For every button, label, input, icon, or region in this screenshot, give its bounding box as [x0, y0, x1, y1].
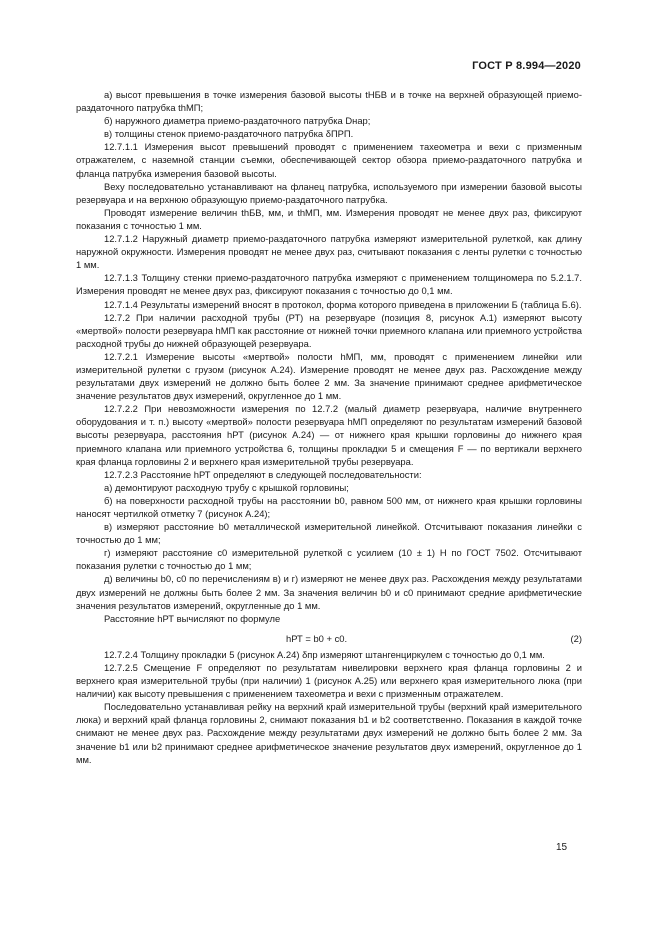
- paragraph: б) наружного диаметра приемо-раздаточного патрубка Dнар;: [104, 115, 371, 127]
- list-item: б) на поверхности расходной трубы на расстоянии b0, равном 500 мм, от нижнего края крышки горловины наносят чертилкой отметку 7 (рисунок А.24);: [76, 494, 582, 519]
- paragraph: 12.7.2.2 При невозможности измерения по 12.7.2 (малый диаметр резервуара, наличие внутреннего оборудования и т. п.) высоту «мертвой» полости резервуара hМП определяют по результатам измерений базовой высоты резервуара, расстояния hРТ (рисунок А.24) — от нижнего края крышки горловины до нижнего края приемного клапана или приемного устройства 6, толщины прокладки 5 и смещения F — по вертикали верхнего края фланца горловины 2 и верхнего края измерительной трубы резервуара.: [76, 403, 582, 467]
- list-item: а) демонтируют расходную трубу с крышкой горловины;: [104, 481, 349, 493]
- paragraph: Проводят измерение величин thБВ, мм, и thМП, мм. Измерения проводят не менее двух раз, фиксируют показания с точностью 1 мм.: [76, 206, 582, 231]
- paragraph: 12.7.1.2 Наружный диаметр приемо-раздаточного патрубка измеряют измерительной рулеткой, как длину наружной окружности. Измерения проводят не менее двух раз, считывают показания с ленты рулетки с точностью 1 мм.: [76, 233, 582, 271]
- paragraph: 12.7.1.1 Измерения высот превышений проводят с применением тахеометра и вехи с призменным отражателем, с наземной станции съемки, обеспечивающей сектор обзора приемо-раздаточного патрубка и фланца патрубка измерения базовой высоты.: [76, 141, 582, 179]
- list-item: д) величины b0, c0 по перечислениям в) и г) измеряют не менее двух раз. Расхождения между результатами двух измерений не должны быть более 2 мм. За значения величин b0 и c0 принимают средние арифметические значения результатов измерений, округленные до 1 мм.: [76, 573, 582, 611]
- paragraph: Расстояние hРТ вычисляют по формуле: [104, 612, 281, 624]
- formula-number: (2): [570, 632, 582, 644]
- paragraph: 12.7.2.5 Смещение F определяют по результатам нивелировки верхнего края фланца горловины 2 и верхнего края измерительной трубы (при наличии) 1 (рисунок А.25) или верхнего края измерительного люка (при наличии) как высоту превышения с применением тахеометра и вехи с призменным отражателем.: [76, 661, 582, 700]
- paragraph: Веху последовательно устанавливают на фланец патрубка, используемого при измерении базовой высоты резервуара и на верхнюю образующую приемо-раздаточного патрубка.: [76, 180, 582, 205]
- paragraph: 12.7.2.3 Расстояние hРТ определяют в следующей последовательности:: [104, 468, 422, 480]
- page-number: 15: [556, 842, 568, 853]
- paragraph: 12.7.2.1 Измерение высоты «мертвой» полости hМП, мм, проводят с применением линейки или измерительной рулетки с грузом (рисунок А.24). Измерение проводят не менее двух раз. Расхождение между результатами двух измерений не должно быть более 2 мм. За значение принимают среднее арифметическое значение результатов двух измерений, округленное до 1 мм.: [76, 350, 582, 402]
- list-item: г) измеряют расстояние c0 измерительной рулеткой с усилием (10 ± 1) Н по ГОСТ 7502. Отсчитывают показания рулетки с точностью до 1 мм;: [76, 547, 582, 572]
- paragraph: 12.7.1.4 Результаты измерений вносят в протокол, форма которого приведена в приложении Б (таблица Б.6).: [104, 298, 582, 310]
- paragraph: 12.7.2.4 Толщину прокладки 5 (рисунок А.24) δпр измеряют штангенциркулем с точностью до 0,1 мм.: [104, 648, 545, 660]
- paragraph: 12.7.2 При наличии расходной трубы (РТ) на резервуаре (позиция 8, рисунок А.1) измеряют высоту «мертвой» полости резервуара hМП как расстояние от нижней точки приемного клапана или приемного устройства расходной трубы до нижней образующей резервуара.: [76, 311, 582, 349]
- paragraph: Последовательно устанавливая рейку на верхний край измерительной трубы (верхний край измерительного люка) и верхний край фланца горловины 2, снимают показания b1 и b2 соответственно. Показания в каждой точке снимают не менее двух раз. Расхождение между результатами двух измерений не должно быть более 2 мм. За значение b1 или b2 принимают среднее арифметическое значение результатов двух измерений, округленное до 1 мм.: [76, 701, 582, 765]
- paragraph: в) толщины стенок приемо-раздаточного патрубка δПРП.: [104, 128, 354, 140]
- paragraph: 12.7.1.3 Толщину стенки приемо-раздаточного патрубка измеряют с применением толщиномера по 5.2.1.7. Измерения проводят не менее двух раз, фиксируют показания с точностью до 0,1 мм.: [76, 272, 582, 297]
- document-header: ГОСТ Р 8.994—2020: [472, 60, 581, 72]
- document-body: [76, 88, 582, 766]
- list-item: в) измеряют расстояние b0 металлической измерительной линейкой. Отсчитывают показания линейки с точностью до 1 мм;: [76, 521, 582, 546]
- formula-expression: hРТ = b0 + c0.: [286, 632, 348, 644]
- formula: [76, 628, 582, 648]
- paragraph: а) высот превышения в точке измерения базовой высоты tHБВ и в точке на верхней образующей приемо-раздаточного патрубка thМП;: [76, 89, 582, 114]
